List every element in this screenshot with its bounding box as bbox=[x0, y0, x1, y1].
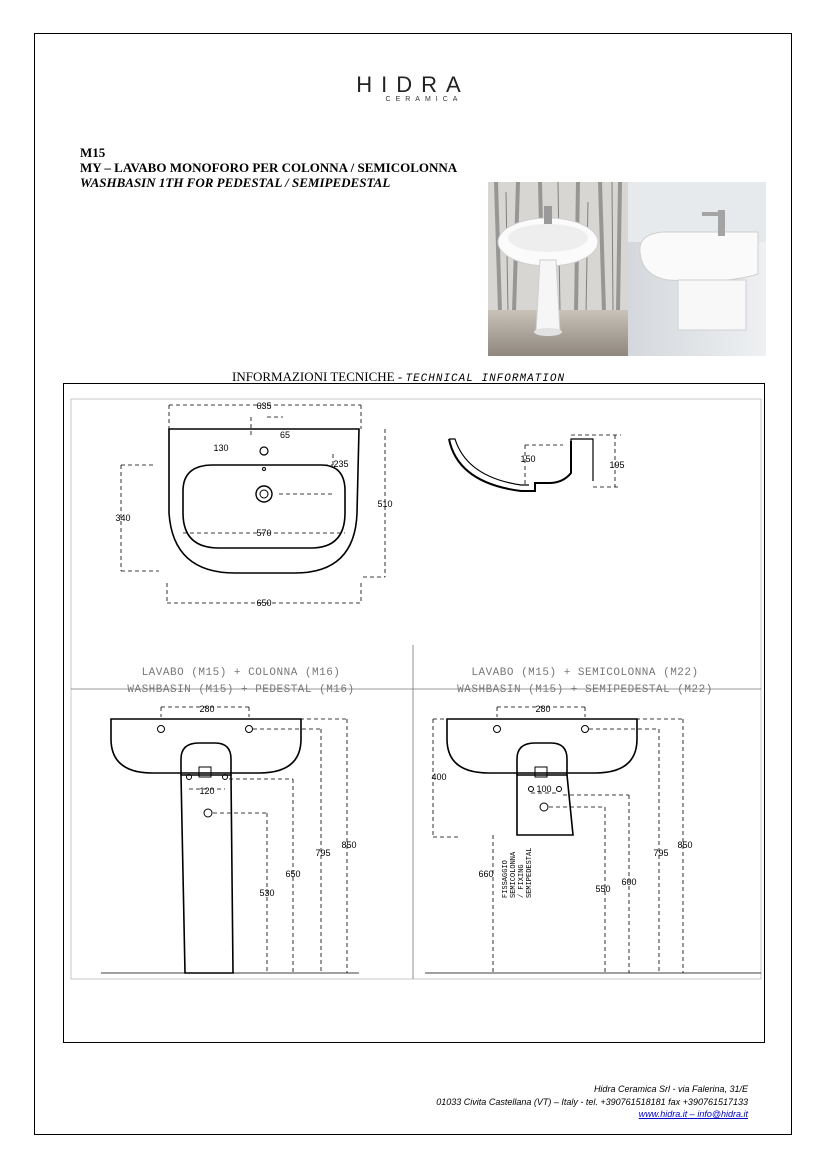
right-title-en: WASHBASIN (M15) + SEMIPEDESTAL (M22) bbox=[457, 684, 713, 696]
dim-130: 130 bbox=[213, 443, 229, 453]
left-dim-795: 795 bbox=[315, 848, 331, 858]
right-dim-100: 100 bbox=[536, 784, 552, 794]
dim-510: 510 bbox=[377, 499, 393, 509]
left-dim-850: 850 bbox=[341, 840, 357, 850]
left-elevation bbox=[101, 707, 359, 973]
fixing-note-line-4: SEMIPEDESTAL bbox=[526, 847, 534, 898]
dim-635: 635 bbox=[256, 401, 272, 411]
dim-235: 235 bbox=[333, 459, 349, 469]
logo-brand: HIDRA bbox=[356, 72, 470, 97]
dim-65: 65 bbox=[279, 430, 291, 440]
product-photo bbox=[488, 182, 766, 356]
hidra-logo bbox=[0, 72, 826, 103]
section-title-en: TECHNICAL INFORMATION bbox=[405, 373, 566, 385]
fixing-note-line-1: FISSAGGIO bbox=[502, 860, 510, 898]
footer bbox=[300, 1083, 748, 1121]
right-title-it: LAVABO (M15) + SEMICOLONNA (M22) bbox=[471, 667, 699, 679]
footer-company: Hidra Ceramica Srl - via Falerina, 31/E bbox=[593, 1084, 748, 1094]
dim-650: 650 bbox=[256, 598, 272, 608]
product-name-it: MY – LAVABO MONOFORO PER COLONNA / SEMICOLONNA bbox=[80, 160, 458, 175]
fixing-note-line-2: SEMICOLONNA bbox=[510, 851, 518, 898]
footer-web-link[interactable]: www.hidra.it bbox=[638, 1109, 688, 1119]
right-dim-850: 850 bbox=[677, 840, 693, 850]
product-code: M15 bbox=[80, 145, 106, 160]
dim-340: 340 bbox=[115, 513, 131, 523]
right-dim-795: 795 bbox=[653, 848, 669, 858]
right-dim-660: 660 bbox=[478, 869, 494, 879]
logo-sub: CERAMICA bbox=[385, 96, 463, 103]
dim-150: 150 bbox=[520, 454, 536, 464]
fixing-note-line-3: / FIXING bbox=[518, 864, 526, 898]
left-dim-530: 530 bbox=[259, 888, 275, 898]
left-title-en: WASHBASIN (M15) + PEDESTAL (M16) bbox=[127, 684, 355, 696]
right-elevation bbox=[425, 707, 761, 973]
right-dim-280: 280 bbox=[535, 704, 551, 714]
left-dim-650: 650 bbox=[285, 869, 301, 879]
right-dim-600: 600 bbox=[621, 877, 637, 887]
fixing-note bbox=[502, 848, 534, 898]
footer-links bbox=[300, 1108, 748, 1121]
footer-address: 01033 Civita Castellana (VT) – Italy - tel. +390761518181 fax +390761517133 bbox=[436, 1096, 748, 1107]
dim-570: 570 bbox=[256, 528, 272, 538]
top-view bbox=[121, 405, 385, 603]
technical-drawings bbox=[63, 383, 765, 1043]
left-dim-280: 280 bbox=[199, 704, 215, 714]
dim-195: 195 bbox=[609, 460, 625, 470]
footer-sep: – bbox=[689, 1109, 695, 1119]
section-title-it: INFORMAZIONI TECNICHE - bbox=[232, 369, 403, 384]
left-dim-120: 120 bbox=[199, 786, 215, 796]
footer-email-link[interactable]: info@hidra.it bbox=[697, 1109, 748, 1119]
product-titles bbox=[80, 145, 457, 190]
product-name-en: WASHBASIN 1TH FOR PEDESTAL / SEMIPEDESTAL bbox=[80, 175, 391, 190]
left-title-it: LAVABO (M15) + COLONNA (M16) bbox=[141, 667, 341, 679]
right-dim-550: 550 bbox=[595, 884, 611, 894]
right-dim-400: 400 bbox=[431, 772, 447, 782]
